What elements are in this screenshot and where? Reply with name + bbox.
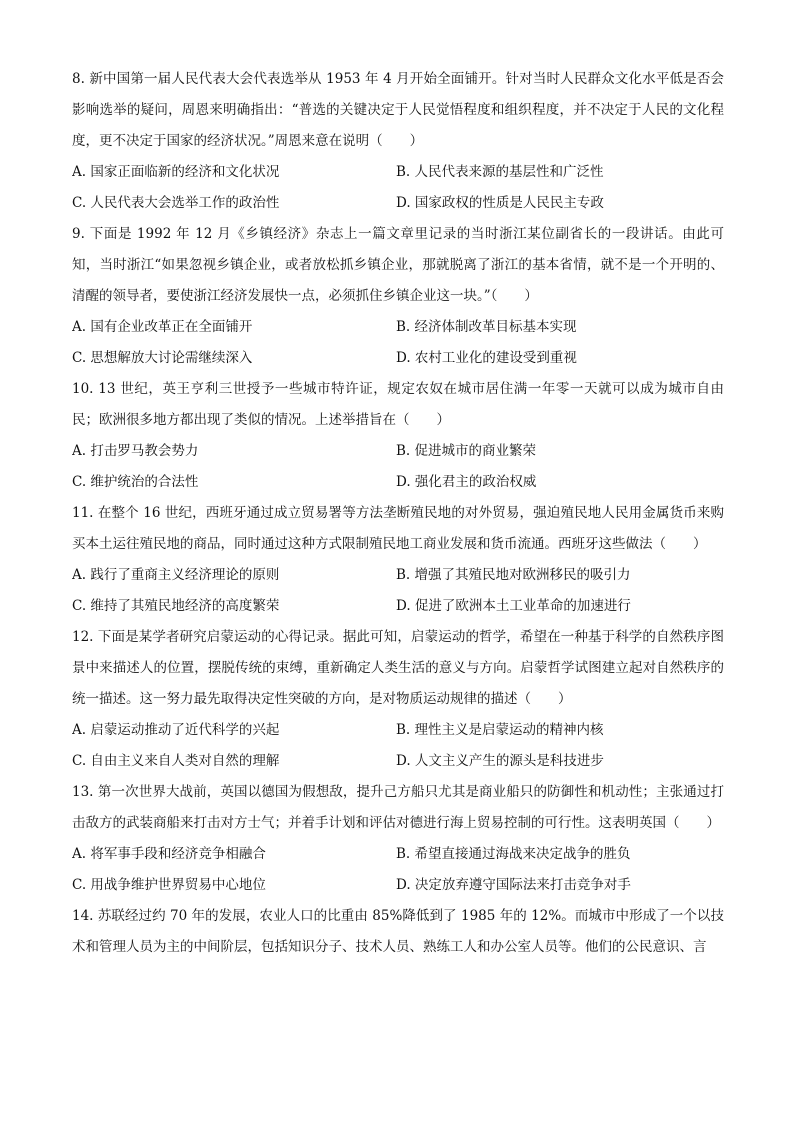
option-d[interactable]: D. 促进了欧洲本土工业革命的加速进行 bbox=[396, 598, 631, 614]
answer-options bbox=[72, 560, 724, 622]
option-a[interactable]: A. 启蒙运动推动了近代科学的兴起 bbox=[72, 722, 280, 738]
option-d[interactable]: D. 国家政权的性质是人民民主专政 bbox=[396, 195, 604, 211]
option-a[interactable]: A. 打击罗马教会势力 bbox=[72, 443, 199, 459]
option-d[interactable]: D. 人文主义产生的源头是科技进步 bbox=[396, 753, 604, 769]
option-c[interactable]: C. 维持了其殖民地经济的高度繁荣 bbox=[72, 598, 280, 614]
option-a[interactable]: A. 将军事手段和经济竞争相融合 bbox=[72, 846, 266, 862]
option-b[interactable]: B. 增强了其殖民地对欧洲移民的吸引力 bbox=[396, 567, 631, 583]
answer-options bbox=[72, 839, 724, 901]
answer-options bbox=[72, 436, 724, 498]
option-c[interactable]: C. 自由主义来自人类对自然的理解 bbox=[72, 753, 280, 769]
question-stem: 11. 在整个 16 世纪，西班牙通过成立贸易署等方法垄断殖民地的对外贸易，强迫殖民地人民用金属货币来购买本土运往殖民地的商品，同时通过这种方式限制殖民地工商业发展和货币流通。西班牙这些做法（ ） bbox=[72, 505, 724, 552]
option-a[interactable]: A. 国家正面临新的经济和文化状况 bbox=[72, 164, 280, 180]
option-b[interactable]: B. 理性主义是启蒙运动的精神内核 bbox=[396, 722, 604, 738]
option-c[interactable]: C. 人民代表大会选举工作的政治性 bbox=[72, 195, 280, 211]
option-c[interactable]: C. 思想解放大讨论需继续深入 bbox=[72, 350, 253, 366]
option-b[interactable]: B. 希望直接通过海战来决定战争的胜负 bbox=[396, 846, 631, 862]
question-12 bbox=[72, 622, 724, 777]
question-13 bbox=[72, 777, 724, 901]
option-b[interactable]: B. 经济体制改革目标基本实现 bbox=[396, 319, 577, 335]
question-11 bbox=[72, 498, 724, 622]
question-list bbox=[72, 64, 724, 963]
option-b[interactable]: B. 人民代表来源的基层性和广泛性 bbox=[396, 164, 604, 180]
question-stem: 14. 苏联经过约 70 年的发展，农业人口的比重由 85%降低到了 1985 年的 12%。而城市中形成了一个以技术和管理人员为主的中间阶层，包括知识分子、技术人员、熟练工人和办公室人员等。他们的公民意识、言 bbox=[72, 908, 724, 955]
option-b[interactable]: B. 促进城市的商业繁荣 bbox=[396, 443, 537, 459]
answer-options bbox=[72, 157, 724, 219]
answer-options bbox=[72, 312, 724, 374]
option-d[interactable]: D. 农村工业化的建设受到重视 bbox=[396, 350, 577, 366]
option-c[interactable]: C. 用战争维护世界贸易中心地位 bbox=[72, 877, 266, 893]
answer-options bbox=[72, 715, 724, 777]
option-a[interactable]: A. 践行了重商主义经济理论的原则 bbox=[72, 567, 280, 583]
option-d[interactable]: D. 决定放弃遵守国际法来打击竞争对手 bbox=[396, 877, 631, 893]
question-10 bbox=[72, 374, 724, 498]
question-stem: 13. 第一次世界大战前，英国以德国为假想敌，提升己方船只尤其是商业船只的防御性和机动性；主张通过打击敌方的武装商船来打击对方士气；并着手计划和评估对德进行海上贸易控制的可行性。这表明英国（ ） bbox=[72, 784, 724, 831]
question-stem: 8. 新中国第一届人民代表大会代表选举从 1953 年 4 月开始全面铺开。针对当时人民群众文化水平低是否会影响选举的疑问，周恩来明确指出：“普选的关键决定于人民觉悟程度和组织程度，并不决定于人民的文化程度，更不决定于国家的经济状况。”周恩来意在说明（ ） bbox=[72, 71, 724, 149]
question-stem: 12. 下面是某学者研究启蒙运动的心得记录。据此可知，启蒙运动的哲学，希望在一种基于科学的自然秩序图景中来描述人的位置，摆脱传统的束缚，重新确定人类生活的意义与方向。启蒙哲学试图建立起对自然秩序的统一描述。这一努力最先取得决定性突破的方向，是对物质运动规律的描述（ ） bbox=[72, 629, 724, 707]
question-9 bbox=[72, 219, 724, 374]
option-d[interactable]: D. 强化君主的政治权威 bbox=[396, 474, 537, 490]
option-a[interactable]: A. 国有企业改革正在全面铺开 bbox=[72, 319, 253, 335]
option-c[interactable]: C. 维护统治的合法性 bbox=[72, 474, 199, 490]
question-14 bbox=[72, 901, 724, 963]
question-stem: 10. 13 世纪，英王亨利三世授予一些城市特许证，规定农奴在城市居住满一年零一天就可以成为城市自由民；欧洲很多地方都出现了类似的情况。上述举措旨在（ ） bbox=[72, 381, 724, 428]
question-8 bbox=[72, 64, 724, 219]
question-stem: 9. 下面是 1992 年 12 月《乡镇经济》杂志上一篇文章里记录的当时浙江某位副省长的一段讲话。由此可知，当时浙江“如果忽视乡镇企业，或者放松抓乡镇企业，那就脱离了浙江的基本省情，就不是一个开明的、清醒的领导者，要使浙江经济发展快一点，必须抓住乡镇企业这一块。”（ ） bbox=[72, 226, 724, 304]
